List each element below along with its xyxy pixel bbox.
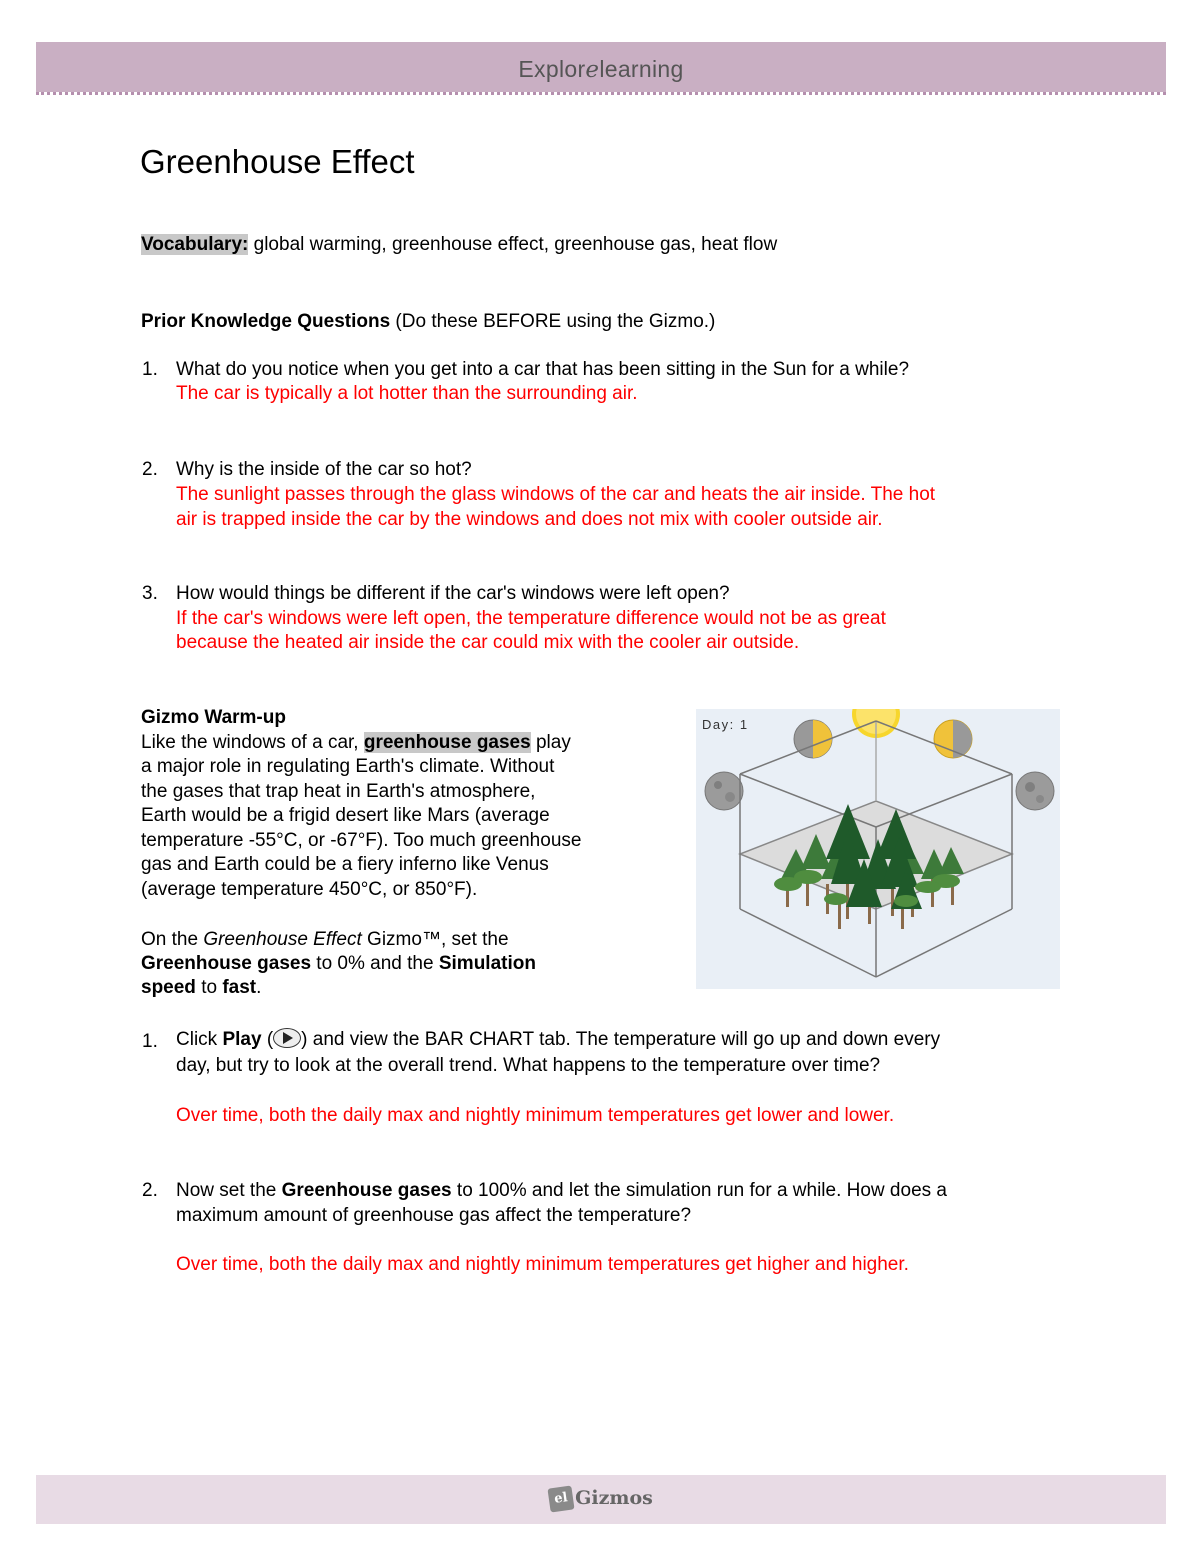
play-icon bbox=[273, 1028, 301, 1048]
prior-knowledge-heading: Prior Knowledge Questions (Do these BEFORE using the Gizmo.) bbox=[141, 311, 716, 332]
question-text: What do you notice when you get into a car that has been sitting in the Sun for a while? bbox=[176, 359, 910, 380]
warmup-paragraph-line: a major role in regulating Earth's climate. Without bbox=[141, 756, 555, 777]
vocabulary-label: Vocabulary: bbox=[141, 234, 249, 255]
page-header bbox=[36, 42, 1166, 92]
moon-phase-icon bbox=[794, 720, 832, 758]
moon-icon bbox=[1016, 772, 1054, 810]
moon-icon bbox=[705, 772, 743, 810]
step-number: 1. bbox=[142, 1031, 158, 1052]
instruction-line: Greenhouse gases to 0% and the Simulation bbox=[141, 953, 536, 974]
step-text: Now set the Greenhouse gases to 100% and let the simulation run for a while. How does a bbox=[176, 1180, 947, 1201]
step-text: day, but try to look at the overall trend. What happens to the temperature over time? bbox=[176, 1055, 881, 1076]
moon-phase-icon bbox=[934, 720, 972, 758]
header-dotted-border bbox=[36, 92, 1166, 95]
answer-text: If the car's windows were left open, the temperature difference would not be as great bbox=[176, 608, 886, 629]
answer-text: air is trapped inside the car by the windows and does not mix with cooler outside air. bbox=[176, 509, 883, 530]
day-label: Day: 1 bbox=[702, 717, 749, 732]
instruction-line: speed to fast. bbox=[141, 977, 262, 998]
question-number: 3. bbox=[142, 583, 158, 604]
step-number: 2. bbox=[142, 1180, 158, 1201]
warmup-paragraph-line: temperature -55°C, or -67°F). Too much greenhouse bbox=[141, 830, 582, 851]
gizmos-logo: el Gizmos bbox=[36, 1487, 1166, 1511]
warmup-paragraph-line: the gases that trap heat in Earth's atmosphere, bbox=[141, 781, 536, 802]
step-text: maximum amount of greenhouse gas affect the temperature? bbox=[176, 1205, 692, 1226]
page-footer bbox=[36, 1475, 1166, 1524]
warmup-paragraph-line: gas and Earth could be a fiery inferno like Venus bbox=[141, 854, 549, 875]
highlighted-term: greenhouse gases bbox=[363, 732, 531, 753]
warmup-paragraph-line: (average temperature 450°C, or 850°F). bbox=[141, 879, 478, 900]
answer-text: because the heated air inside the car could mix with the cooler air outside. bbox=[176, 632, 800, 653]
question-number: 2. bbox=[142, 459, 158, 480]
instruction-line: On the Greenhouse Effect Gizmo™, set the bbox=[141, 929, 509, 950]
warmup-paragraph-line: Like the windows of a car, greenhouse gases play bbox=[141, 732, 571, 753]
warmup-paragraph-line: Earth would be a frigid desert like Mars (average bbox=[141, 805, 550, 826]
step-text: Click Play ( ) and view the BAR CHART tab. The temperature will go up and down every bbox=[176, 1029, 941, 1050]
answer-text: The car is typically a lot hotter than the surrounding air. bbox=[176, 383, 638, 404]
question-text: How would things be different if the car's windows were left open? bbox=[176, 583, 730, 604]
greenhouse-box-illustration bbox=[696, 709, 1060, 989]
vocabulary-line bbox=[141, 233, 777, 257]
question-text: Why is the inside of the car so hot? bbox=[176, 459, 472, 480]
answer-text: The sunlight passes through the glass windows of the car and heats the air inside. The hot bbox=[176, 484, 936, 505]
question-number: 1. bbox=[142, 359, 158, 380]
answer-text: Over time, both the daily max and nightly minimum temperatures get higher and higher. bbox=[176, 1254, 909, 1275]
explorelearning-logo: Explorelearning bbox=[518, 56, 684, 83]
warmup-heading: Gizmo Warm-up bbox=[141, 707, 286, 728]
page-title: Greenhouse Effect bbox=[140, 143, 415, 180]
gizmo-simulation-image bbox=[696, 709, 1060, 989]
vocabulary-terms: global warming, greenhouse effect, greenhouse gas, heat flow bbox=[253, 234, 778, 255]
answer-text: Over time, both the daily max and nightly minimum temperatures get lower and lower. bbox=[176, 1105, 895, 1126]
